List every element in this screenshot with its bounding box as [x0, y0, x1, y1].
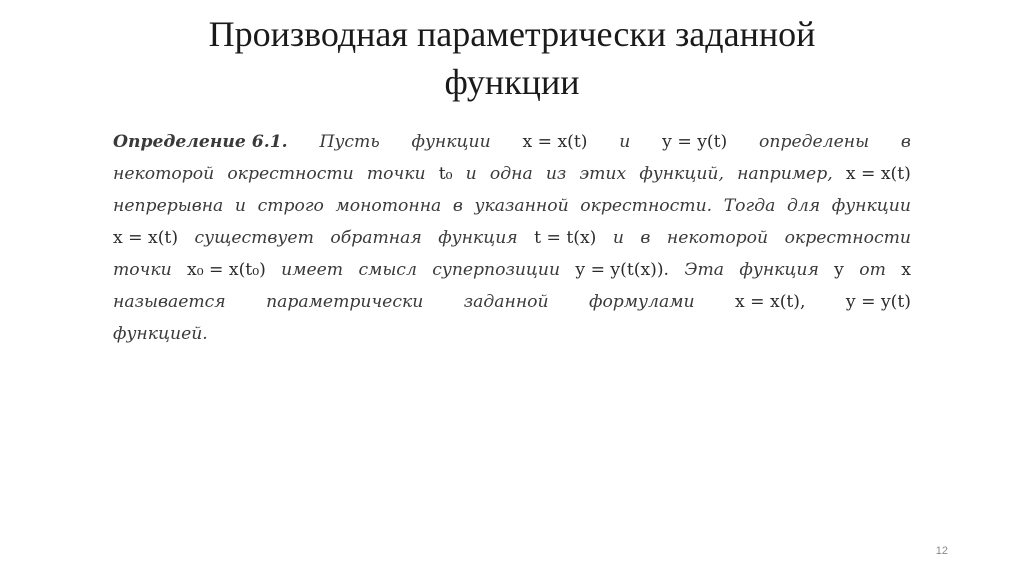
- word: функцией.: [113, 324, 208, 344]
- formula: x = x(t): [113, 228, 179, 248]
- formula: y = y(t): [845, 292, 911, 312]
- formula: t₀: [438, 164, 453, 184]
- definition-text: [113, 126, 911, 350]
- word: формулами: [589, 292, 695, 312]
- word: Тогда: [723, 196, 776, 216]
- page-number: 12: [935, 545, 948, 557]
- definition-line-3: [113, 190, 911, 222]
- word: окрестности: [784, 228, 911, 248]
- word: и: [612, 228, 624, 248]
- formula: x = x(t),: [734, 292, 806, 312]
- formula: y: [834, 260, 844, 280]
- word: от: [859, 260, 886, 280]
- word: функция: [739, 260, 819, 280]
- formula: y = y(t(x)).: [575, 260, 670, 280]
- word: и: [465, 164, 477, 184]
- definition-label: Определение 6.1.: [113, 132, 288, 152]
- definition-line-7: [113, 318, 911, 350]
- formula: x = x(t): [522, 132, 588, 152]
- word: монотонна: [335, 196, 442, 216]
- word: окрестности.: [580, 196, 713, 216]
- word: точки: [113, 260, 172, 280]
- word: определены: [759, 132, 870, 152]
- slide-title: [0, 10, 1024, 106]
- word: непрерывна: [113, 196, 224, 216]
- word: Пусть: [319, 132, 380, 152]
- word: называется: [113, 292, 226, 312]
- definition-line-1: [113, 126, 911, 158]
- definition-line-2: [113, 158, 911, 190]
- definition-line-4: [113, 222, 911, 254]
- word: Эта: [684, 260, 725, 280]
- word: функций,: [639, 164, 724, 184]
- formula: x = x(t): [845, 164, 911, 184]
- word: из: [545, 164, 567, 184]
- word: функции: [831, 196, 911, 216]
- word: в: [452, 196, 463, 216]
- formula: x: [901, 260, 911, 280]
- word: указанной: [474, 196, 569, 216]
- word: смысл: [358, 260, 417, 280]
- word: и: [619, 132, 631, 152]
- word: этих: [579, 164, 627, 184]
- word: функции: [411, 132, 491, 152]
- word: точки: [366, 164, 426, 184]
- definition-line-5: [113, 254, 911, 286]
- slide-title-line-2: функции: [444, 62, 580, 102]
- word: и: [234, 196, 246, 216]
- word: для: [786, 196, 821, 216]
- word: окрестности: [227, 164, 354, 184]
- formula: x₀ = x(t₀): [187, 260, 266, 280]
- word: существует: [194, 228, 314, 248]
- word: функция: [438, 228, 518, 248]
- slide-title-line-1: Производная параметрически заданной: [208, 14, 816, 54]
- word: например,: [737, 164, 833, 184]
- word: заданной: [463, 292, 549, 312]
- word: имеет: [281, 260, 344, 280]
- word: в: [900, 132, 911, 152]
- word: суперпозиции: [432, 260, 561, 280]
- definition-line-6: [113, 286, 911, 318]
- formula: t = t(x): [534, 228, 597, 248]
- word: одна: [489, 164, 533, 184]
- word: обратная: [330, 228, 422, 248]
- word: некоторой: [666, 228, 769, 248]
- word: некоторой: [113, 164, 215, 184]
- word: параметрически: [266, 292, 424, 312]
- word: строго: [257, 196, 324, 216]
- formula: y = y(t): [662, 132, 728, 152]
- word: в: [640, 228, 651, 248]
